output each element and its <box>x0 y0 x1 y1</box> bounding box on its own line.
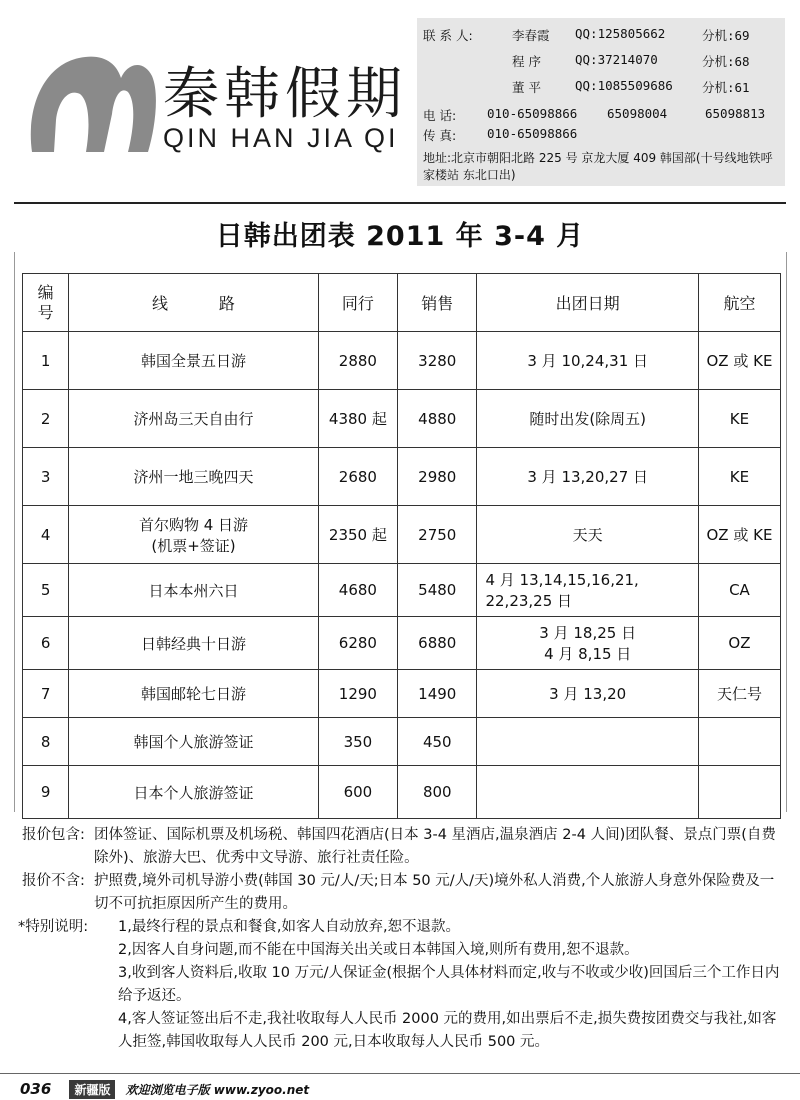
departure-dates-line1: 4 月 13,14,15,16,21, <box>485 571 639 589</box>
airline: KE <box>698 390 780 448</box>
fax-label: 传 真: <box>423 128 457 143</box>
route-name: 济州一地三晚四天 <box>69 448 318 506</box>
tour-schedule-table <box>22 273 781 819</box>
route-name: 韩国邮轮七日游 <box>69 670 318 718</box>
sale-price: 4880 <box>398 390 477 448</box>
departure-dates: 随时出发(除周五) <box>477 390 698 448</box>
table-row <box>23 617 781 670</box>
sale-price: 450 <box>398 718 477 766</box>
contact-ext: 分机:61 <box>702 80 750 95</box>
row-number: 8 <box>23 718 69 766</box>
route-name: 日本本州六日 <box>69 564 318 617</box>
peer-price: 600 <box>318 766 397 819</box>
route-name: 日韩经典十日游 <box>69 617 318 670</box>
includes-text: 团体签证、国际机票及机场税、韩国四花酒店(日本 3-4 星酒店,温泉酒店 2-4 人间)团队餐、景点门票(自费除外)、旅游大巴、优秀中文导游、旅行社责任险。 <box>94 827 776 866</box>
excludes-note <box>22 870 782 916</box>
phone-label: 电 话: <box>423 108 457 123</box>
route-name: 韩国全景五日游 <box>69 332 318 390</box>
footer-divider <box>0 1073 800 1074</box>
peer-price: 2350 起 <box>318 506 397 564</box>
row-number: 4 <box>23 506 69 564</box>
peer-price: 4380 起 <box>318 390 397 448</box>
table-row <box>23 766 781 819</box>
header-airline: 航空 <box>698 274 780 332</box>
airline: OZ <box>698 617 780 670</box>
special-note <box>18 916 782 1054</box>
contact-name: 程 序 <box>512 54 541 69</box>
departure-dates <box>477 718 698 766</box>
contact-qq: QQ:125805662 <box>575 26 666 41</box>
special-item: 4,客人签证签出后不走,我社收取每人人民币 2000 元的费用,如出票后不走,损失费按团费交与我社,如客人拒签,韩国收取每人人民币 200 元,日本收取每人人民币 500 元。 <box>118 1011 777 1050</box>
airline <box>698 718 780 766</box>
table-row <box>23 332 781 390</box>
sale-price: 800 <box>398 766 477 819</box>
sale-price: 3280 <box>398 332 477 390</box>
phone-number: 65098004 <box>607 106 668 121</box>
row-number: 1 <box>23 332 69 390</box>
route-name-line1: 首尔购物 4 日游 <box>138 515 249 534</box>
brand-name-chinese: 秦韩假期 <box>163 62 407 127</box>
row-number: 9 <box>23 766 69 819</box>
contact-info-panel <box>417 18 785 186</box>
header-route: 线 路 <box>69 274 318 332</box>
special-item: 2,因客人自身问题,而不能在中国海关出关或日本韩国入境,则所有费用,恕不退款。 <box>118 942 639 958</box>
sale-price: 2980 <box>398 448 477 506</box>
peer-price: 350 <box>318 718 397 766</box>
page-number: 036 <box>20 1080 52 1098</box>
special-item: 1,最终行程的景点和餐食,如客人自动放弃,恕不退款。 <box>118 919 461 935</box>
phone-number: 010-65098866 <box>487 106 578 121</box>
includes-label: 报价包含: <box>22 827 85 843</box>
special-item: 3,收到客人资料后,收取 10 万元/人保证金(根据个人具体材料而定,收与不收或少收)回国后三个工作日内给予返还。 <box>118 965 780 1004</box>
airline: OZ 或 KE <box>698 506 780 564</box>
includes-note <box>22 824 782 870</box>
contact-ext: 分机:69 <box>702 28 750 43</box>
page-title: 日韩出团表 2011 年 3-4 月 <box>215 221 585 252</box>
peer-price: 1290 <box>318 670 397 718</box>
airline <box>698 766 780 819</box>
departure-dates: 3 月 10,24,31 日 <box>477 332 698 390</box>
airline: OZ 或 KE <box>698 332 780 390</box>
brand-name-pinyin: QIN HAN JIA QI <box>163 123 399 153</box>
peer-price: 4680 <box>318 564 397 617</box>
route-name: 济州岛三天自由行 <box>69 390 318 448</box>
excludes-text: 护照费,境外司机导游小费(韩国 30 元/人/天;日本 50 元/人/天)境外私人消费,个人旅游人身意外保险费及一切不可抗拒原因所产生的费用。 <box>94 873 775 912</box>
fax-number: 010-65098866 <box>487 126 578 141</box>
departure-dates: 天天 <box>477 506 698 564</box>
edition-badge: 新疆版 <box>69 1080 115 1099</box>
table-row <box>23 564 781 617</box>
table-row <box>23 448 781 506</box>
company-logo <box>24 40 159 160</box>
table-header-row <box>23 274 781 332</box>
contact-qq: QQ:37214070 <box>575 52 658 67</box>
sale-price: 2750 <box>398 506 477 564</box>
departure-dates: 3 月 13,20 <box>477 670 698 718</box>
sale-price: 6880 <box>398 617 477 670</box>
departure-dates: 3 月 13,20,27 日 <box>477 448 698 506</box>
special-label: *特别说明: <box>18 919 89 935</box>
peer-price: 6280 <box>318 617 397 670</box>
excludes-label: 报价不含: <box>22 873 85 889</box>
departure-dates <box>477 766 698 819</box>
departure-dates-line2: 4 月 8,15 日 <box>544 645 632 663</box>
contact-qq: QQ:1085509686 <box>575 78 673 93</box>
route-name-line2: (机票+签证) <box>151 536 236 555</box>
sale-price: 5480 <box>398 564 477 617</box>
departure-dates <box>477 564 698 617</box>
website-link[interactable]: 欢迎浏览电子版 www.zyoo.net <box>125 1083 310 1097</box>
route-name: 日本个人旅游签证 <box>69 766 318 819</box>
table-row <box>23 718 781 766</box>
contact-ext: 分机:68 <box>702 54 750 69</box>
footer <box>20 1080 309 1099</box>
contact-label: 联 系 人: <box>423 28 473 43</box>
header-divider <box>14 202 786 204</box>
phone-number: 65098813 <box>705 106 766 121</box>
left-margin-rule <box>14 252 15 812</box>
header-departure-dates: 出团日期 <box>477 274 698 332</box>
row-number: 6 <box>23 617 69 670</box>
table-row <box>23 670 781 718</box>
peer-price: 2680 <box>318 448 397 506</box>
route-name: 韩国个人旅游签证 <box>69 718 318 766</box>
departure-dates <box>477 617 698 670</box>
row-number: 7 <box>23 670 69 718</box>
table-row <box>23 506 781 564</box>
header-sale-price: 销售 <box>398 274 477 332</box>
row-number: 5 <box>23 564 69 617</box>
right-margin-rule <box>786 252 787 812</box>
airline: 天仁号 <box>698 670 780 718</box>
contact-name: 董 平 <box>512 80 541 95</box>
address: 地址:北京市朝阳北路 225 号 京龙大厦 409 韩国部(十号线地铁呼家楼站 东北口出) <box>423 151 773 182</box>
row-number: 2 <box>23 390 69 448</box>
sale-price: 1490 <box>398 670 477 718</box>
header-peer-price: 同行 <box>318 274 397 332</box>
header-number: 编号 <box>23 274 69 332</box>
price-notes <box>18 824 782 1054</box>
peer-price: 2880 <box>318 332 397 390</box>
row-number: 3 <box>23 448 69 506</box>
airline: KE <box>698 448 780 506</box>
table-row <box>23 390 781 448</box>
departure-dates-line2: 22,23,25 日 <box>485 592 573 610</box>
departure-dates-line1: 3 月 18,25 日 <box>539 624 637 642</box>
airline: CA <box>698 564 780 617</box>
route-name <box>69 506 318 564</box>
contact-name: 李春霞 <box>512 28 550 43</box>
